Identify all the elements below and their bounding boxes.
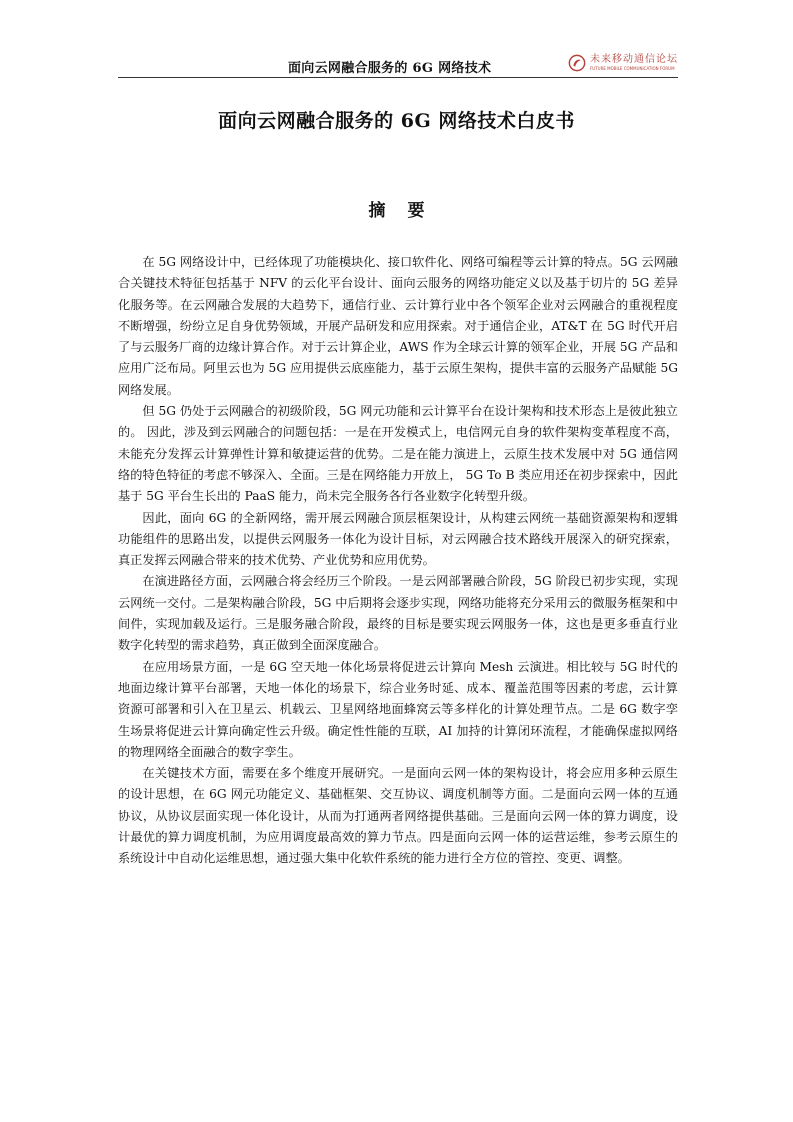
- abstract-paragraph: 但 5G 仍处于云网融合的初级阶段，5G 网元功能和云计算平台在设计架构和技术形态上是彼此独立的。 因此，涉及到云网融合的问题包括：一是在开发模式上，电信网元自身的软件架构变革程度不高，未能充分发挥云计算弹性计算和敏捷运营的优势。二是在能力演进上，云原生技术发展中对 5G 通信网络的特色特征的考虑不够深入、全面。三是在网络能力开放上， 5G To B 类应用还在初步探索中，因此基于 5G 平台生长出的 PaaS 能力，尚未完全服务各行各业数字化转型升级。: [118, 404, 678, 504]
- abstract-heading: 摘 要: [368, 201, 433, 221]
- forum-logo: [568, 50, 678, 76]
- abstract-paragraph: 因此，面向 6G 的全新网络，需开展云网融合顶层框架设计，从构建云网统一基础资源架构和逻辑功能组件的思路出发，以提供云网服务一体化为设计目标，对云网融合技术路线开展深入的研究探索，真正发挥云网融合带来的技术优势、产业优势和应用优势。: [118, 510, 678, 568]
- page-header: [118, 50, 678, 78]
- abstract-paragraph: 在应用场景方面，一是 6G 空天地一体化场景将促进云计算向 Mesh 云演进。相比较与 5G 时代的地面边缘计算平台部署，天地一体化的场景下，综合业务时延、成本、覆盖范围等因素的考虑，云计算资源可部署和引入在卫星云、机载云、卫星网络地面蜂窝云等多样化的计算处理节点。二是 6G 数字孪生场景将促进云计算向确定性云升级。确定性性能的互联，AI 加持的计算闭环流程，才能确保虚拟网络的物理网络全面融合的数字孪生。: [118, 659, 678, 759]
- header-title: 面向云网融合服务的 6G 网络技术: [288, 61, 492, 76]
- document-title: 面向云网融合服务的 6G 网络技术白皮书: [218, 110, 575, 132]
- header-divider: [118, 77, 678, 78]
- abstract-paragraph: 在 5G 网络设计中，已经体现了功能模块化、接口软件化、网络可编程等云计算的特点。5G 云网融合关键技术特征包括基于 NFV 的云化平台设计、面向云服务的网络功能定义以及基于切片的 5G 差异化服务等。在云网融合发展的大趋势下，通信行业、云计算行业中各个领军企业对云网融合的重视程度不断增强，纷纷立足自身优势领域，开展产品研发和应用探索。对于通信企业，AT&T 在 5G 时代开启了与云服务厂商的边缘计算合作。对于云计算企业，AWS 作为全球云计算的领军企业，开展 5G 产品和应用广泛布局。阿里云也为 5G 应用提供云底座能力，基于云原生架构，提供丰富的云服务产品赋能 5G 网络发展。: [118, 255, 678, 397]
- forum-logo-text: [590, 55, 678, 71]
- abstract-paragraph: 在关键技术方面，需要在多个维度开展研究。一是面向云网一体的架构设计，将会应用多种云原生的设计思想，在 6G 网元功能定义、基础框架、交互协议、调度机制等方面。二是面向云网一体的互通协议，从协议层面实现一体化设计，从而为打通两者网络提供基础。三是面向云网一体的算力调度，设计最优的算力调度机制，为应用调度最高效的算力节点。四是面向云网一体的运营运维，参考云原生的系统设计中自动化运维思想，通过强大集中化软件系统的能力进行全方位的管控、变更、调整。: [118, 766, 678, 866]
- abstract-paragraph: 在演进路径方面，云网融合将会经历三个阶段。一是云网部署融合阶段，5G 阶段已初步实现，实现云网统一交付。二是架构融合阶段，5G 中后期将会逐步实现，网络功能将充分采用云的微服务框架和中间件，实现加载及运行。三是服务融合阶段，最终的目标是要实现云网服务一体，这也是更多垂直行业数字化转型的需求趋势，真正做到全面深度融合。: [118, 574, 678, 653]
- abstract-body: [118, 252, 678, 870]
- forum-logo-icon: [568, 54, 586, 72]
- forum-logo-name: 未来移动通信论坛: [590, 54, 678, 65]
- forum-logo-english-name: FUTURE MOBILE COMMUNICATION FORUM: [590, 66, 675, 71]
